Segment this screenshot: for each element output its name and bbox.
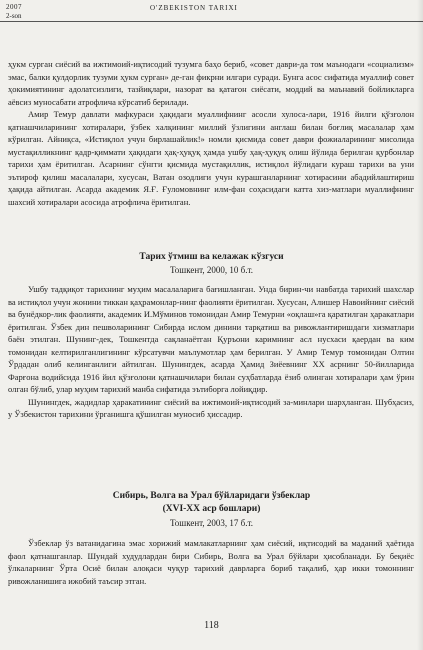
paragraph: Шунингдек, жадидлар ҳаракатининг сиёсий ва ижтимоий-иқтисодий за-минлари шарҳланган. Шубҳасиз, у Ўзбекистон тарихини ўрганишга қўшилган муносиб ҳиссадир. (8, 396, 414, 419)
paragraph: Ушбу тадқиқот тарихнинг муҳим масалаларига бағишланган. Унда бирин-чи навбатда тарихий шахслар ва истиқлол учун жонини тиккан қаҳрамонлар-нинг фаолияти ёритилган. Хусусан, Алишер Навоийнинг сиёсий ва бунёдкор-лик фаолияти, академик И.Мўминов томонидан Амир Темурни «оқлаш»га қаратилган ҳаракатлари ёритилган. Ўзбек дин пешволарининг Сибирда ислом динини тарқатиш ва ривожлантиришдаги хизматлари баён этилган. Шунинг-дек, Тошкентда сақланаётган Қуръони каримнинг асл нусхаси қаердан ва ким томонидан келтирилганлигининг кўрсатувчи маълумотлар ҳам берилган. У Амир Темур томонидан Олтин Ўрдадан олиб келинганлиги айтилган. Шунингдек, асарда Ҳамид Зиёевнинг XX асрнинг 50-йилларида Фарғона водийсида 1916 йил қўзғолони қатнашчилари билан суҳбатларда ёзиб олинган хотиралари ҳам ўрин олган бўлиб, улар муҳим тарихий манба сифатида эътиборга лойиқдир. (8, 284, 414, 394)
header-issue: 2-son (6, 12, 22, 20)
opening-text-block (8, 58, 414, 208)
paragraph: ҳукм сурган сиёсий ва ижтимоий-иқтисодий тузумга баҳо бериб, «совет даври-да том маънодаги «социализм» эмас, балки қулдорлик тузуми ҳукм сурган» де-ган фикрни илгари суради. Бунга асос сифатида муаллиф совет ҳокимиятининг адолатсизлиги, тазйиқлари, назорат ва қатағон сиёсати, моддий ва маънавий бойликларга аёвсиз муносабати атрофлича кўрсатиб берилади. (8, 59, 414, 107)
section-title: Сибирь, Волга ва Урал бўйларидаги ўзбеклар (112, 491, 311, 501)
paragraph: Ўзбеклар ўз ватанидагина эмас хорижий мамлакатларнинг ҳам сиёсий, иқтисодий ва маданий ҳаётида фаол қатнашганлар. Шундай худудлардан бири Сибирь, Волга ва Урал бўйлари ҳисобланади. Бу беқиёс ўлкаларнинг Ўрта Осиё билан алоқаси чуқур тарихий даврларга бориб тақалиб, ҳар икки томоннинг ривожланишига ижобий таъсир этган. (8, 538, 414, 586)
paragraph: Амир Темур давлати мафкураси ҳақидаги муаллифнинг асосли хулоса-лари, 1916 йилги қўзғолон қатнашчиларининг хотиралари, ўзбек халқининг миллий ўзлигини англаш билан боғлиқ масалалар ҳам кўрилган. Айниқса, «Истиқлол учун бирлашайлик!» номли қисмида совет даври фожиаларининг мисолида мустақилликнинг қадр-қиммати ҳақидаги ҳақ-ҳуқуқ ҳамда ушбу ҳақ-ҳуқуқ олиш йўлида берилган қурбонлар тарихи ҳам ёритилган. Асарнинг сўнгги қисмида мустақиллик, истиқлол йўлидаги кураш тарихи ва уни эътироф қилиш масалалари, хусусан, Ватан озодлиги учун курашганларнинг хотирасини абадийлаштириш ҳақида айтилган. Асарда академик Я.Ғ. Ғуломовнинг илм-фан соҳасидаги катта хиз-матлари муаллифнинг шахсий хотиралари асосида атрофлича ёритилган. (8, 109, 414, 207)
section-meta: Тошкент, 2003, 17 б.т. (169, 518, 254, 528)
section-subtitle: (XVI-XX аср бошлари) (162, 504, 261, 514)
section-meta: Тошкент, 2000, 10 б.т. (169, 265, 254, 275)
page-number: 118 (204, 620, 219, 631)
section-title: Тарих ўтмиш ва келажак кўзгуси (139, 252, 284, 262)
section-text-block (8, 283, 414, 421)
header-journal-title: O'ZBEKISTON TARIXI (150, 4, 238, 12)
header-rule (0, 21, 423, 22)
section-text-block (8, 537, 414, 587)
header-year: 2007 (6, 3, 22, 11)
scan-shadow (417, 0, 423, 650)
